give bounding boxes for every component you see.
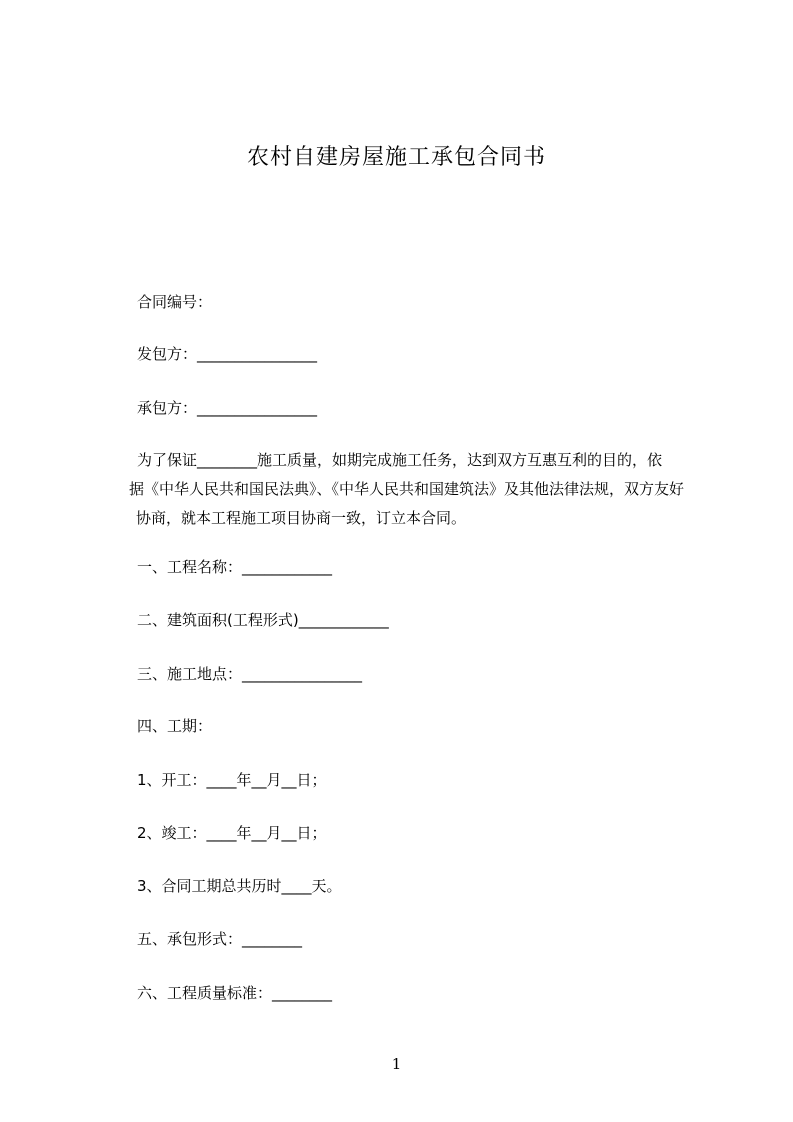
party-b-line: 承包方：________________ (137, 399, 318, 417)
page-number: 1 (391, 1055, 402, 1073)
document-title: 农村自建房屋施工承包合同书 (246, 145, 546, 170)
clause-contract-form: 五、承包形式：________ (137, 930, 303, 948)
intro-line-1: 为了保证________施工质量，如期完成施工任务，达到双方互惠互利的目的，依 (137, 451, 663, 469)
clause-location: 三、施工地点：________________ (137, 665, 363, 683)
clause-total-days: 3、合同工期总共历时____天。 (137, 877, 342, 895)
intro-line-2: 据《中华人民共和国民法典》、《中华人民共和国建筑法》及其他法律法规，双方友好 (129, 480, 685, 498)
clause-project-name: 一、工程名称：____________ (137, 558, 333, 576)
clause-building-area: 二、建筑面积(工程形式)____________ (137, 611, 389, 629)
clause-completion-date: 2、竣工：____年__月__日； (137, 824, 327, 842)
clause-start-date: 1、开工：____年__月__日； (137, 771, 327, 789)
contract-number-line: 合同编号： (137, 293, 213, 311)
intro-line-3: 协商，就本工程施工项目协商一致，订立本合同。 (136, 509, 467, 527)
clause-duration: 四、工期： (137, 717, 213, 735)
party-a-line: 发包方：________________ (137, 345, 318, 363)
clause-quality-standard: 六、工程质量标准：________ (137, 984, 333, 1002)
intro-paragraph (114, 446, 700, 533)
